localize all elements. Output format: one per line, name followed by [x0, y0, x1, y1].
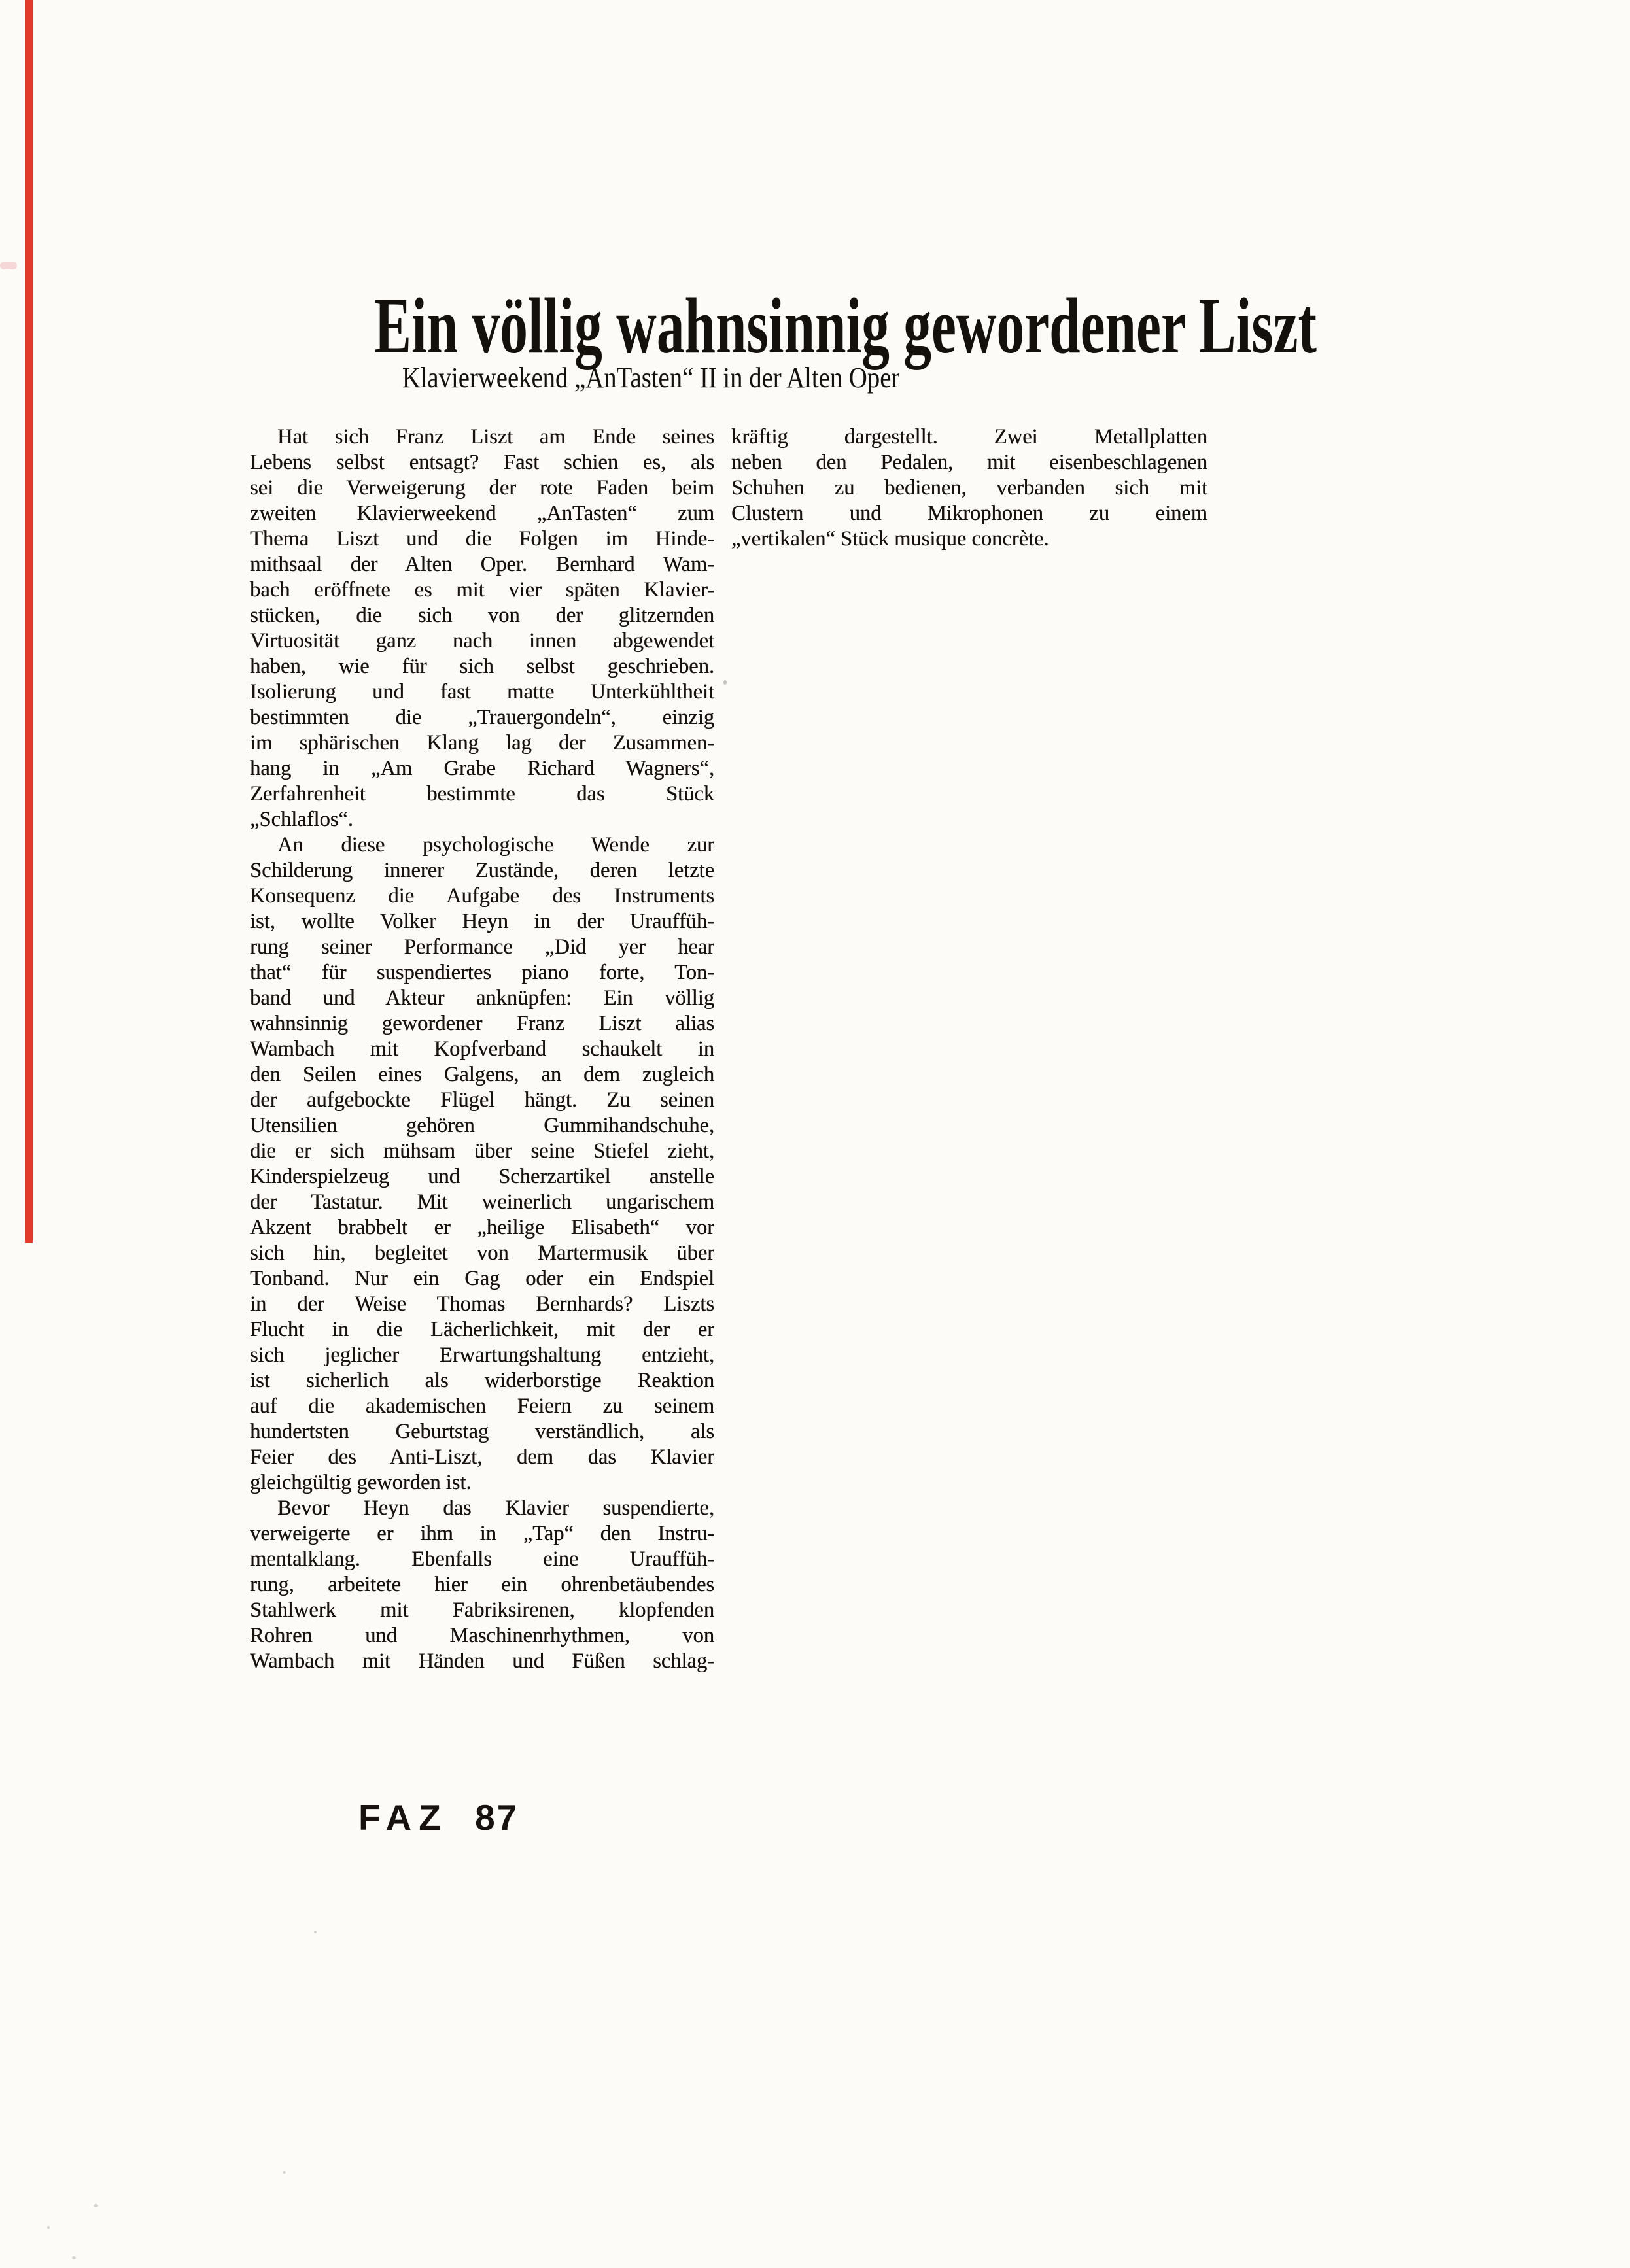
text-line: Tonband. Nur ein Gag oder ein Endspiel [250, 1267, 714, 1290]
article-title: Ein völlig wahnsinnig gewordener Liszt [374, 282, 1317, 370]
text-line: sich jeglicher Erwartungshaltung entzieht, [250, 1343, 714, 1367]
archive-stamp [358, 1797, 519, 1838]
text-line: sei die Verweigerung der rote Faden beim [250, 476, 714, 500]
text-line: rung seiner Performance „Did yer hear [250, 935, 714, 959]
archive-stamp-label: FAZ [358, 1797, 448, 1838]
speck-artifact [314, 1931, 317, 1933]
text-line: die er sich mühsam über seine Stiefel zieht, [250, 1139, 714, 1163]
text-line: Virtuosität ganz nach innen abgewendet [250, 629, 714, 653]
text-line: Lebens selbst entsagt? Fast schien es, als [250, 451, 714, 474]
text-line: Konsequenz die Aufgabe des Instruments [250, 884, 714, 908]
text-line: Thema Liszt und die Folgen im Hinde- [250, 527, 714, 551]
article-column-left [250, 424, 714, 1674]
text-line: mithsaal der Alten Oper. Bernhard Wam- [250, 553, 714, 576]
text-line: ist, wollte Volker Heyn in der Urauffüh- [250, 910, 714, 933]
text-line: „Schlaflos“. [250, 808, 353, 831]
text-line: im sphärischen Klang lag der Zusammen- [250, 731, 714, 755]
text-line: mentalklang. Ebenfalls eine Urauffüh- [250, 1547, 714, 1571]
speck-artifact [72, 2256, 76, 2259]
text-line: Stahlwerk mit Fabriksirenen, klopfenden [250, 1598, 714, 1622]
text-line: sich hin, begleitet von Martermusik über [250, 1241, 714, 1265]
text-line: wahnsinnig gewordener Franz Liszt alias [250, 1012, 714, 1035]
article-subtitle: Klavierweekend „AnTasten“ II in der Alten Oper [402, 362, 900, 394]
text-line: hang in „Am Grabe Richard Wagners“, [250, 757, 714, 780]
text-line: in der Weise Thomas Bernhards? Liszts [250, 1292, 714, 1316]
text-line: Bevor Heyn das Klavier suspendierte, [277, 1496, 714, 1520]
text-line: bach eröffnete es mit vier späten Klavier- [250, 578, 714, 602]
text-line: den Seilen eines Galgens, an dem zugleich [250, 1063, 714, 1086]
text-line: Kinderspielzeug und Scherzartikel anstelle [250, 1165, 714, 1188]
text-line: zweiten Klavierweekend „AnTasten“ zum [250, 502, 714, 525]
text-line: auf die akademischen Feiern zu seinem [250, 1394, 714, 1418]
text-line: ist sicherlich als widerborstige Reaktion [250, 1369, 714, 1392]
archive-stamp-number: 87 [475, 1797, 519, 1838]
speck-artifact [47, 2226, 50, 2229]
text-line: rung, arbeitete hier ein ohrenbetäubendes [250, 1573, 714, 1596]
text-line: Isolierung und fast matte Unterkühltheit [250, 680, 714, 704]
text-line: neben den Pedalen, mit eisenbeschlagenen [731, 451, 1207, 474]
text-line: An diese psychologische Wende zur [277, 833, 714, 857]
text-line: Rohren und Maschinenrhythmen, von [250, 1624, 714, 1647]
pink-smudge-artifact [0, 262, 17, 269]
text-line: haben, wie für sich selbst geschrieben. [250, 655, 714, 678]
text-line: Clustern und Mikrophonen zu einem [731, 502, 1207, 525]
text-line: Utensilien gehören Gummihandschuhe, [250, 1114, 714, 1137]
text-line: bestimmten die „Trauergondeln“, einzig [250, 706, 714, 729]
text-line: „vertikalen“ Stück musique concrète. [731, 527, 1049, 551]
text-line: Schilderung innerer Zustände, deren letzte [250, 859, 714, 882]
text-line: Akzent brabbelt er „heilige Elisabeth“ vor [250, 1216, 714, 1239]
text-line: Feier des Anti-Liszt, dem das Klavier [250, 1445, 714, 1469]
text-line: that“ für suspendiertes piano forte, Ton- [250, 961, 714, 984]
speck-artifact [94, 2204, 98, 2207]
text-line: der Tastatur. Mit weinerlich ungarischem [250, 1190, 714, 1214]
text-line: der aufgebockte Flügel hängt. Zu seinen [250, 1088, 714, 1112]
text-line: Flucht in die Lächerlichkeit, mit der er [250, 1318, 714, 1341]
text-line: Wambach mit Kopfverband schaukelt in [250, 1037, 714, 1061]
text-line: kräftig dargestellt. Zwei Metallplatten [731, 425, 1207, 449]
speck-artifact [723, 680, 727, 685]
text-line: band und Akteur anknüpfen: Ein völlig [250, 986, 714, 1010]
text-line: hundertsten Geburtstag verständlich, als [250, 1420, 714, 1443]
text-line: gleichgültig geworden ist. [250, 1471, 472, 1494]
text-line: Schuhen zu bedienen, verbanden sich mit [731, 476, 1207, 500]
text-line: verweigerte er ihm in „Tap“ den Instru- [250, 1522, 714, 1545]
text-line: stücken, die sich von der glitzernden [250, 604, 714, 627]
text-line: Wambach mit Händen und Füßen schlag- [250, 1649, 714, 1673]
text-line: Hat sich Franz Liszt am Ende seines [277, 425, 714, 449]
text-line: Zerfahrenheit bestimmte das Stück [250, 782, 714, 806]
article-column-right [731, 424, 1207, 1674]
speck-artifact [283, 2171, 286, 2174]
article-body [250, 424, 1207, 1674]
red-margin-line-artifact [25, 0, 33, 1243]
